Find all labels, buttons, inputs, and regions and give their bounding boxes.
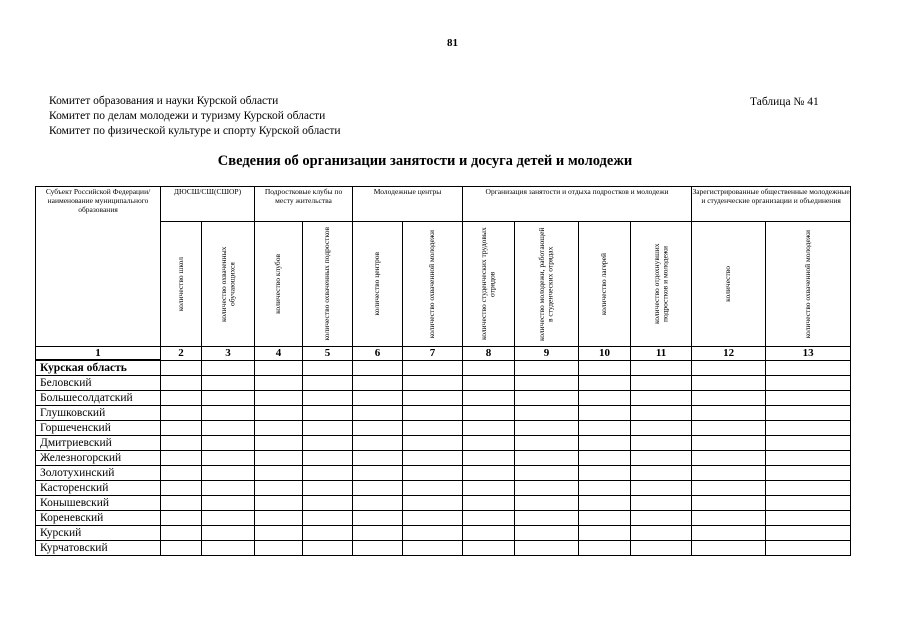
value-cell [353, 391, 403, 406]
table-row [36, 541, 851, 556]
value-cell [303, 406, 353, 421]
value-cell [255, 376, 303, 391]
value-cell [353, 360, 403, 376]
value-cell [766, 376, 851, 391]
value-cell [515, 541, 579, 556]
table-body [36, 360, 851, 556]
value-cell [303, 376, 353, 391]
subheader-label: количество школ [175, 256, 185, 312]
subheader-label: количество центров [372, 252, 382, 316]
value-cell [303, 421, 353, 436]
value-cell [161, 541, 202, 556]
value-cell [303, 541, 353, 556]
row-name-cell: Золотухинский [36, 466, 161, 481]
value-cell [631, 436, 692, 451]
subheader-label: количество отдохнувших подростков и молодежи [651, 243, 670, 325]
table-row [36, 391, 851, 406]
table-row [36, 511, 851, 526]
value-cell [692, 451, 766, 466]
row-name-cell: Глушковский [36, 406, 161, 421]
subheader-rested-count [631, 222, 692, 347]
column-number: 12 [692, 347, 766, 361]
value-cell [463, 451, 515, 466]
value-cell [515, 496, 579, 511]
value-cell [303, 436, 353, 451]
value-cell [515, 451, 579, 466]
value-cell [692, 481, 766, 496]
column-number: 6 [353, 347, 403, 361]
value-cell [202, 376, 255, 391]
value-cell [161, 481, 202, 496]
value-cell [353, 466, 403, 481]
value-cell [579, 526, 631, 541]
value-cell [161, 526, 202, 541]
column-number: 9 [515, 347, 579, 361]
value-cell [161, 406, 202, 421]
value-cell [631, 481, 692, 496]
subheader-label: количество лагерей [599, 252, 609, 316]
value-cell [463, 511, 515, 526]
value-cell [766, 511, 851, 526]
value-cell [463, 391, 515, 406]
value-cell [403, 436, 463, 451]
value-cell [515, 481, 579, 496]
row-name-cell: Конышевский [36, 496, 161, 511]
value-cell [463, 496, 515, 511]
table-row [36, 360, 851, 376]
value-cell [515, 360, 579, 376]
value-cell [255, 451, 303, 466]
column-number: 11 [631, 347, 692, 361]
subheader-centers-count [353, 222, 403, 347]
value-cell [463, 526, 515, 541]
value-cell [403, 421, 463, 436]
org-line: Комитет по физической культуре и спорту Курской области [49, 125, 341, 137]
value-cell [202, 406, 255, 421]
value-cell [579, 436, 631, 451]
subheader-camps-count [579, 222, 631, 347]
statistics-table [35, 186, 851, 556]
value-cell [631, 406, 692, 421]
value-cell [255, 436, 303, 451]
subheader-labor-squads-count [463, 222, 515, 347]
value-cell [692, 376, 766, 391]
value-cell [353, 541, 403, 556]
table-row [36, 421, 851, 436]
value-cell [579, 421, 631, 436]
value-cell [631, 391, 692, 406]
value-cell [202, 391, 255, 406]
value-cell [202, 511, 255, 526]
value-cell [303, 466, 353, 481]
value-cell [631, 451, 692, 466]
value-cell [403, 406, 463, 421]
value-cell [579, 451, 631, 466]
value-cell [255, 526, 303, 541]
value-cell [403, 360, 463, 376]
row-name-cell: Курская область [36, 360, 161, 376]
row-name-cell: Железногорский [36, 451, 161, 466]
value-cell [579, 541, 631, 556]
row-name-cell: Дмитриевский [36, 436, 161, 451]
value-cell [631, 541, 692, 556]
value-cell [692, 496, 766, 511]
subject-column-header: Субъект Российской Федерации/наименование муниципального образования [36, 187, 161, 347]
value-cell [579, 481, 631, 496]
value-cell [161, 451, 202, 466]
subheader-label: количество клубов [273, 254, 283, 314]
subheader-label: количество охваченной молодежи [427, 229, 437, 339]
value-cell [463, 421, 515, 436]
value-cell [303, 391, 353, 406]
value-cell [353, 376, 403, 391]
value-cell [766, 406, 851, 421]
value-cell [403, 496, 463, 511]
subheader-clubs-count [255, 222, 303, 347]
subheader-label: количество охваченных подростков [322, 227, 332, 341]
group-header-organizations: Зарегистрированные общественные молодежные и студенческие организации и объединения [692, 187, 851, 222]
value-cell [766, 421, 851, 436]
org-line: Комитет по делам молодежи и туризму Курской области [49, 110, 326, 122]
value-cell [255, 496, 303, 511]
value-cell [631, 360, 692, 376]
subheader-students-count [202, 222, 255, 347]
value-cell [631, 421, 692, 436]
value-cell [515, 526, 579, 541]
value-cell [303, 360, 353, 376]
value-cell [255, 391, 303, 406]
value-cell [353, 526, 403, 541]
value-cell [692, 466, 766, 481]
value-cell [463, 466, 515, 481]
table-row [36, 526, 851, 541]
column-number: 13 [766, 347, 851, 361]
subheader-label: количество охваченных обучающихся [218, 246, 236, 322]
group-header-youth-centers: Молодежные центры [353, 187, 463, 222]
table-row [36, 451, 851, 466]
table-row [36, 436, 851, 451]
value-cell [463, 436, 515, 451]
value-cell [766, 451, 851, 466]
value-cell [353, 481, 403, 496]
value-cell [303, 526, 353, 541]
value-cell [403, 391, 463, 406]
value-cell [579, 496, 631, 511]
table-row [36, 496, 851, 511]
value-cell [255, 466, 303, 481]
value-cell [579, 360, 631, 376]
column-number: 5 [303, 347, 353, 361]
value-cell [515, 376, 579, 391]
table-row [36, 481, 851, 496]
value-cell [631, 376, 692, 391]
row-name-cell: Курский [36, 526, 161, 541]
value-cell [303, 451, 353, 466]
value-cell [692, 391, 766, 406]
value-cell [202, 466, 255, 481]
value-cell [463, 406, 515, 421]
row-name-cell: Кореневский [36, 511, 161, 526]
value-cell [303, 481, 353, 496]
value-cell [579, 466, 631, 481]
value-cell [161, 421, 202, 436]
value-cell [353, 511, 403, 526]
subheader-schools-count [161, 222, 202, 347]
value-cell [692, 436, 766, 451]
value-cell [202, 360, 255, 376]
value-cell [403, 466, 463, 481]
value-cell [515, 391, 579, 406]
subheader-label: количество молодежи, работающей в студенческих отрядах [537, 227, 555, 341]
subheader-org-youth-count [766, 222, 851, 347]
value-cell [692, 541, 766, 556]
document-title: Сведения об организации занятости и досуга детей и молодежи [217, 153, 633, 169]
value-cell [202, 481, 255, 496]
value-cell [766, 466, 851, 481]
table-row [36, 406, 851, 421]
value-cell [255, 360, 303, 376]
value-cell [403, 481, 463, 496]
value-cell [579, 391, 631, 406]
column-number: 2 [161, 347, 202, 361]
value-cell [579, 406, 631, 421]
column-number: 8 [463, 347, 515, 361]
value-cell [766, 526, 851, 541]
value-cell [353, 436, 403, 451]
column-number: 10 [579, 347, 631, 361]
value-cell [579, 511, 631, 526]
value-cell [161, 466, 202, 481]
column-number: 3 [202, 347, 255, 361]
value-cell [161, 511, 202, 526]
subheader-teens-count [303, 222, 353, 347]
value-cell [579, 376, 631, 391]
row-name-cell: Касторенский [36, 481, 161, 496]
column-number-row [36, 347, 851, 361]
value-cell [161, 391, 202, 406]
page-number: 81 [447, 37, 458, 49]
value-cell [766, 391, 851, 406]
group-header-sports-schools: ДЮСШ/СШ(СШОР) [161, 187, 255, 222]
group-header-employment: Организация занятости и отдыха подростков и молодежи [463, 187, 692, 222]
value-cell [515, 421, 579, 436]
value-cell [202, 436, 255, 451]
value-cell [161, 376, 202, 391]
value-cell [403, 541, 463, 556]
value-cell [463, 481, 515, 496]
value-cell [403, 376, 463, 391]
value-cell [353, 451, 403, 466]
column-number: 4 [255, 347, 303, 361]
value-cell [202, 496, 255, 511]
value-cell [202, 421, 255, 436]
value-cell [161, 496, 202, 511]
value-cell [692, 360, 766, 376]
value-cell [403, 451, 463, 466]
subheader-label: количество [723, 266, 733, 302]
value-cell [631, 526, 692, 541]
value-cell [202, 451, 255, 466]
value-cell [515, 436, 579, 451]
value-cell [463, 541, 515, 556]
value-cell [766, 541, 851, 556]
row-name-cell: Беловский [36, 376, 161, 391]
row-name-cell: Большесолдатский [36, 391, 161, 406]
value-cell [255, 541, 303, 556]
value-cell [631, 511, 692, 526]
value-cell [202, 526, 255, 541]
value-cell [403, 526, 463, 541]
column-number: 1 [36, 347, 161, 361]
column-number: 7 [403, 347, 463, 361]
value-cell [202, 541, 255, 556]
value-cell [631, 466, 692, 481]
subheader-org-count [692, 222, 766, 347]
value-cell [353, 496, 403, 511]
value-cell [631, 496, 692, 511]
value-cell [463, 360, 515, 376]
row-name-cell: Курчатовский [36, 541, 161, 556]
group-header-teen-clubs: Подростковые клубы по месту жительства [255, 187, 353, 222]
value-cell [255, 481, 303, 496]
value-cell [692, 526, 766, 541]
header-organizations [49, 94, 341, 139]
value-cell [515, 466, 579, 481]
value-cell [463, 376, 515, 391]
subheader-label: количество студенческих трудовых отрядов [479, 227, 497, 341]
value-cell [766, 496, 851, 511]
org-line: Комитет образования и науки Курской области [49, 95, 279, 107]
row-name-cell: Горшеченский [36, 421, 161, 436]
value-cell [766, 360, 851, 376]
subheader-label: количество охваченной молодежи [802, 229, 812, 339]
value-cell [303, 511, 353, 526]
value-cell [515, 511, 579, 526]
value-cell [303, 496, 353, 511]
value-cell [255, 406, 303, 421]
value-cell [255, 421, 303, 436]
value-cell [766, 481, 851, 496]
table-row [36, 376, 851, 391]
value-cell [403, 511, 463, 526]
subheader-youth-count [403, 222, 463, 347]
subheader-squad-workers-count [515, 222, 579, 347]
value-cell [353, 421, 403, 436]
value-cell [515, 406, 579, 421]
value-cell [692, 421, 766, 436]
value-cell [353, 406, 403, 421]
table-row [36, 466, 851, 481]
value-cell [766, 436, 851, 451]
value-cell [255, 511, 303, 526]
value-cell [692, 511, 766, 526]
table-number: Таблица № 41 [750, 96, 819, 108]
value-cell [161, 436, 202, 451]
value-cell [161, 360, 202, 376]
value-cell [692, 406, 766, 421]
